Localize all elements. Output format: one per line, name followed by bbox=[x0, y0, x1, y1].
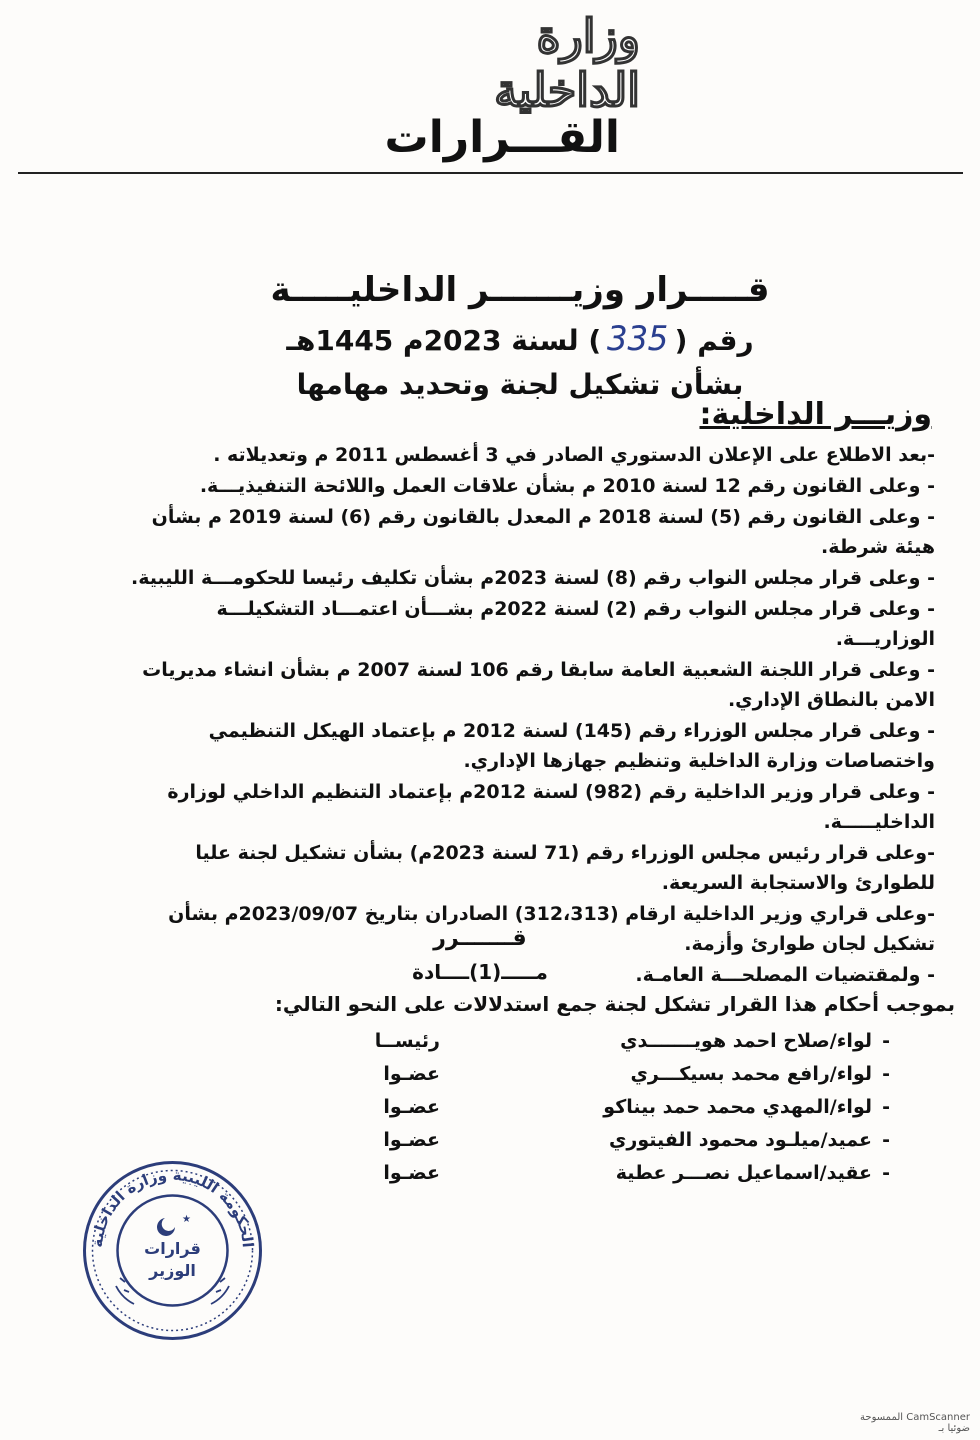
decision-title: قـــــرار وزيـــــــر الداخليـــــة bbox=[270, 270, 770, 310]
seal-inner-text-2: الوزير bbox=[149, 1261, 196, 1280]
committee-member bbox=[300, 1026, 890, 1059]
preamble-item: - وعلى القانون رقم (5) لسنة 2018 م المعدل بالقانون رقم (6) لسنة 2019 م بشأن هيئة شرطة. bbox=[151, 506, 935, 558]
minister-label: وزيـــر الداخلية: bbox=[699, 397, 932, 432]
decision-subject: بشأن تشكيل لجنة وتحديد مهامها bbox=[296, 368, 744, 401]
decision-number: 335 bbox=[607, 319, 669, 359]
preamble-item: -وعلى قرار رئيس مجلس الوزراء رقم (71 لسنة 2023م) بشأن تشكيل لجنة عليا للطوارئ والاستجابة السريعة. bbox=[195, 842, 935, 894]
preamble-item: - وعلى قرار مجلس الوزراء رقم (145) لسنة 2012 م بإعتماد الهيكل التنظيمي واختصاصات وزارة الداخلية وتنظيم جهازها الإداري. bbox=[208, 720, 935, 772]
committee-members-list bbox=[300, 1026, 890, 1191]
preamble-item: - وعلى قرار وزير الداخلية رقم (982) لسنة 2012م بإعتماد التنظيم الداخلي لوزارة الداخليـــــة. bbox=[167, 781, 935, 833]
preamble-list bbox=[130, 440, 935, 991]
committee-member bbox=[300, 1092, 890, 1125]
decision-label: قـــــــرر bbox=[433, 926, 527, 951]
preamble-item: - ولمقتضيات المصلحـــة العامـة. bbox=[635, 964, 935, 986]
member-name: لواء/صلاح احمد هويـــــــدي bbox=[620, 1030, 872, 1052]
member-role: عضـوا bbox=[383, 1096, 440, 1118]
article-label: مـــــ(1)ــــادة bbox=[412, 960, 548, 984]
header-subtitle: القـــرارات bbox=[384, 112, 620, 163]
crescent-icon bbox=[157, 1218, 175, 1236]
member-role: عضـوا bbox=[383, 1063, 440, 1085]
list-bullet: - bbox=[882, 1030, 890, 1052]
seal-inner-text-1: قرارات bbox=[144, 1239, 201, 1258]
preamble-item: - وعلى القانون رقم 12 لسنة 2010 م بشأن علاقات العمل واللائحة التنفيذيـــة. bbox=[199, 475, 935, 497]
scanner-watermark: CamScanner الممسوحة ضوئيا بـ bbox=[860, 1412, 970, 1434]
member-name: لواء/المهدي محمد حمد بيناكو bbox=[603, 1096, 872, 1118]
decision-title-block bbox=[260, 265, 780, 407]
decision-number-prefix: رقم ( bbox=[674, 324, 754, 357]
list-bullet: - bbox=[882, 1063, 890, 1085]
member-name: عميد/ميلـود محمود الفيتوري bbox=[608, 1129, 872, 1151]
ministry-logo: وزارة الداخلية bbox=[494, 9, 640, 117]
member-role: عضـوا bbox=[383, 1129, 440, 1151]
committee-member bbox=[300, 1059, 890, 1092]
preamble-item: - وعلى قرار اللجنة الشعبية العامة سابقا رقم 106 لسنة 2007 م بشأن انشاء مديريات الامن بالنطاق الإداري. bbox=[142, 659, 935, 711]
article-intro: بموجب أحكام هذا القرار تشكل لجنة جمع استدلالات على النحو التالي: bbox=[274, 992, 955, 1016]
laurel-left-icon bbox=[116, 1278, 134, 1304]
preamble-item: -وعلى قراري وزير الداخلية ارقام (312،313) الصادران بتاريخ 2023/09/07م بشأن تشكيل لجان طوارئ وأزمة. bbox=[168, 903, 935, 955]
preamble-item: - وعلى قرار مجلس النواب رقم (8) لسنة 2023م بشأن تكليف رئيسا للحكومـــة الليبية. bbox=[131, 567, 935, 589]
decision-number-line bbox=[260, 315, 780, 363]
list-bullet: - bbox=[882, 1129, 890, 1151]
list-bullet: - bbox=[882, 1096, 890, 1118]
laurel-right-icon bbox=[211, 1278, 229, 1304]
preamble-item: - وعلى قرار مجلس النواب رقم (2) لسنة 2022م بشـــأن اعتمـــاد التشكيلـــة الوزاريـــة. bbox=[216, 598, 935, 650]
decision-number-suffix: ) لسنة 2023م 1445هـ bbox=[286, 324, 602, 357]
preamble-item: -بعد الاطلاع على الإعلان الدستوري الصادر في 3 أغسطس 2011 م وتعديلاته . bbox=[213, 444, 935, 466]
seal-outer-text: الحكومة الليبية وزارة الداخلية bbox=[87, 1165, 257, 1249]
header-divider bbox=[18, 172, 963, 174]
ministry-seal-stamp bbox=[80, 1158, 265, 1343]
committee-member bbox=[300, 1125, 890, 1158]
star-icon: ★ bbox=[182, 1214, 191, 1225]
member-name: عقيد/اسماعيل نصـــر عطية bbox=[615, 1162, 872, 1184]
document-header bbox=[0, 0, 980, 180]
list-bullet: - bbox=[882, 1162, 890, 1184]
member-name: لواء/رافع محمد بسيكـــري bbox=[630, 1063, 872, 1085]
member-role: عضـوا bbox=[383, 1162, 440, 1184]
committee-member bbox=[300, 1158, 890, 1191]
member-role: رئيســا bbox=[374, 1030, 440, 1052]
